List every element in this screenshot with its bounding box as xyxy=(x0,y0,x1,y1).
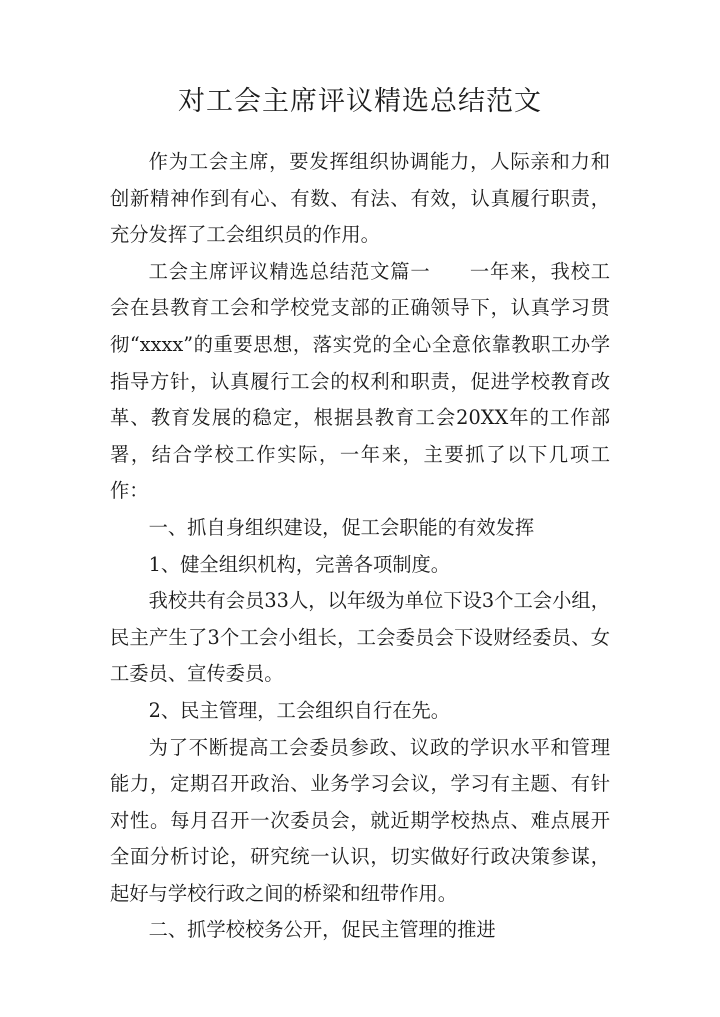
document-title: 对工会主席评议精选总结范文 xyxy=(178,86,542,117)
paragraph-section-one xyxy=(110,254,610,510)
paragraph-heading-2: 二、抓学校校务公开，促民主管理的推进 xyxy=(148,918,496,942)
section-one-heading: 工会主席评议精选总结范文篇一 xyxy=(148,259,431,283)
paragraph-management: 为了不断提高工会委员参政、议政的学识水平和管理能力，定期召开政治、业务学习会议，学习有主题、有针对性。每月召开一次委员会，就近期学校热点、难点展开全面分析讨论，研究统一认识，切实做好行政决策参谋，起好与学校行政之间的桥梁和纽带作用。 xyxy=(110,735,610,905)
document-body xyxy=(110,144,610,949)
paragraph-subheading-1: 1、健全组织机构，完善各项制度。 xyxy=(148,552,451,576)
paragraph-intro: 作为工会主席，要发挥组织协调能力，人际亲和力和创新精神作到有心、有数、有法、有效，认真履行职责，充分发挥了工会组织员的作用。 xyxy=(110,150,610,247)
paragraph-heading-1: 一、抓自身组织建设，促工会职能的有效发挥 xyxy=(148,515,535,539)
section-one-text: 一年来，我校工会在县教育工会和学校党支部的正确领导下，认真学习贯彻“xxxx”的重要思想，落实党的全心全意依靠教职工办学指导方针，认真履行工会的权利和职责，促进学校教育改革、教育发展的稳定，根据县教育工会20XX年的工作部署，结合学校工作实际，一年来，主要抓了以下几项工作： xyxy=(110,259,610,503)
paragraph-subheading-2: 2、民主管理，工会组织自行在先。 xyxy=(148,698,451,722)
paragraph-members: 我校共有会员33人，以年级为单位下设3个工会小组，民主产生了3个工会小组长，工会委员会下设财经委员、女工委员、宣传委员。 xyxy=(110,589,610,686)
